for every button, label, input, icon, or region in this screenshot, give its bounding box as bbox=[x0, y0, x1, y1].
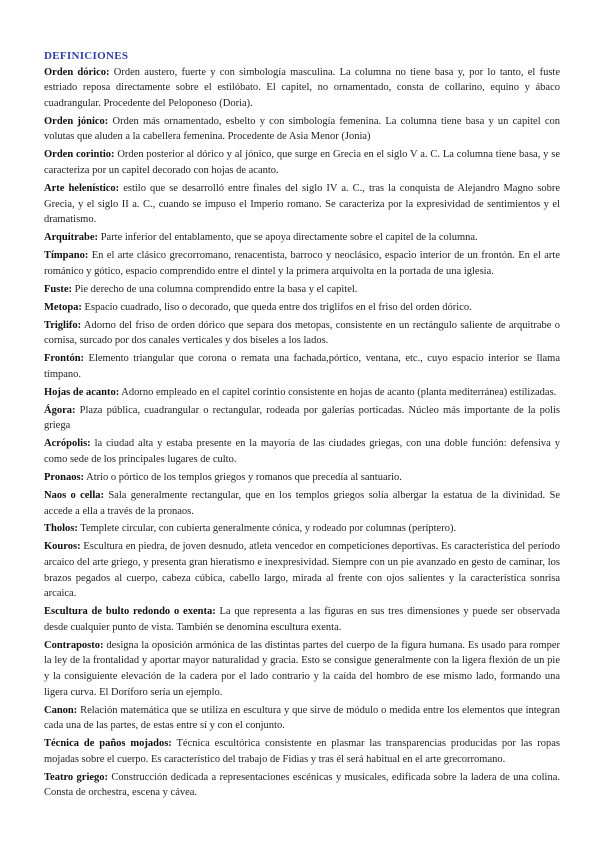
definition-entry bbox=[44, 230, 560, 246]
definition-entry bbox=[44, 770, 560, 801]
definition-term: Tímpano: bbox=[44, 250, 89, 262]
definition-entry bbox=[44, 351, 560, 382]
definition-entry bbox=[44, 318, 560, 349]
definition-text: Relación matemática que se utiliza en escultura y que sirve de módulo o medida entre los elementos que integran cada una de las partes, de estas entre sí y con el conjunto. bbox=[44, 704, 560, 732]
definition-text: Sala generalmente rectangular, que en los templos griegos solía albergar la estatua de la divinidad. Se accede a ella a través de la pronaos. bbox=[44, 489, 560, 517]
definition-entry bbox=[44, 521, 560, 537]
definition-text: Construcción dedicada a representaciones escénicas y musicales, edificada sobre la ladera de una colina. Consta de orchestra, escena y cávea. bbox=[44, 771, 561, 799]
definition-entry bbox=[44, 385, 560, 401]
definition-entry bbox=[44, 470, 560, 486]
definition-term: Arte helenístico: bbox=[44, 182, 120, 194]
definition-text: estilo que se desarrolló entre finales del siglo IV a. C., tras la conquista de Alejandro Magno sobre Grecia, y el siglo II a. C., cuando se impuso el Imperio romano. Se caracteriza por la expresividad de sentimientos y el dramatismo. bbox=[44, 182, 560, 226]
definition-term: Orden dórico: bbox=[44, 66, 110, 78]
definition-text: Parte inferior del entablamento, que se apoya directamente sobre el capitel de la columna. bbox=[98, 232, 478, 244]
definition-text: Escultura en piedra, de joven desnudo, atleta vencedor en competiciones deportivas. Es característica del período arcaico del arte griego, y presenta gran hieratismo e inexpresividad. Siempre con un pie avanzado en gesto de caminar, los brazos pegados al cuerpo, cabeza cúbica, cabello largo, mirada al frente con ojos salientes y la característica sonrisa arcaica. bbox=[44, 541, 560, 600]
definition-text: Orden más ornamentado, esbelto y con simbología femenina. La columna tiene basa y un capitel con volutas que aluden a la cabellera femenina. Procedente de Asia Menor (Jonia) bbox=[44, 115, 561, 143]
definition-entry bbox=[44, 403, 560, 434]
definition-term: Fuste: bbox=[44, 283, 72, 295]
definition-term: Orden corintio: bbox=[44, 149, 115, 161]
definition-list bbox=[44, 65, 560, 801]
definition-term: Acrópolis: bbox=[44, 438, 91, 450]
definition-text: Orden posterior al dórico y al jónico, que surge en Grecia en el siglo V a. C. La columna tiene basa, y se caracteriza por un capitel decorado con hojas de acanto. bbox=[44, 149, 560, 176]
definition-text: Atrio o pórtico de los templos griegos y romanos que precedía al santuario. bbox=[84, 471, 402, 483]
definition-text: Plaza pública, cuadrangular o rectangular, rodeada por galerías porticadas. Núcleo más importante de la polis griega bbox=[44, 404, 560, 432]
definition-entry bbox=[44, 65, 560, 112]
definition-term: Teatro griego: bbox=[44, 771, 109, 783]
definition-term: Técnica de paños mojados: bbox=[44, 738, 172, 750]
definition-text: Orden austero, fuerte y con simbología masculina. La columna no tiene basa y, por lo tanto, el fuste estriado reposa directamente sobre el estilóbato. El capitel, no ornamentado, consta de collarino, equino y ábaco cuadrangular. Procedente del Peloponeso (Doria). bbox=[44, 66, 560, 109]
definition-entry bbox=[44, 114, 560, 145]
definition-text: Pie derecho de una columna comprendido entre la basa y el capitel. bbox=[72, 283, 358, 295]
definition-term: Escultura de bulto redondo o exenta: bbox=[44, 606, 216, 618]
definition-text: la ciudad alta y estaba presente en la mayoría de las ciudades griegas, con una doble función: defensiva y como sede de los principales lugares de culto. bbox=[44, 438, 560, 465]
definition-term: Tholos: bbox=[44, 523, 78, 535]
definition-text: Adorno empleado en el capitel corintio consistente en hojas de acanto (planta mediterránea) estilizadas. bbox=[119, 386, 557, 398]
definition-entry bbox=[44, 703, 560, 734]
definition-term: Orden jónico: bbox=[44, 115, 109, 127]
definition-entry bbox=[44, 539, 560, 601]
definition-entry bbox=[44, 638, 560, 700]
definition-entry bbox=[44, 436, 560, 467]
definition-term: Contraposto: bbox=[44, 639, 104, 651]
definition-entry bbox=[44, 300, 560, 316]
document-page bbox=[44, 49, 560, 803]
definition-term: Kouros: bbox=[44, 541, 81, 553]
definition-entry bbox=[44, 604, 560, 635]
definition-entry bbox=[44, 488, 560, 519]
definition-text: Espacio cuadrado, liso o decorado, que queda entre dos triglifos en el friso del orden dórico. bbox=[81, 301, 472, 313]
definition-text: La que representa a las figuras en sus tres dimensiones y puede ser observada desde cualquier punto de vista. También se denomina escultura exenta. bbox=[44, 606, 560, 633]
definition-term: Naos o cella: bbox=[44, 489, 104, 501]
definition-entry bbox=[44, 282, 560, 298]
definition-entry bbox=[44, 181, 560, 228]
definition-text: Templete circular, con cubierta generalmente cónica, y rodeado por columnas (períptero). bbox=[77, 523, 457, 535]
definition-text: designa la oposición armónica de las distintas partes del cuerpo de la figura humana. Es usado para romper la ley de la frontalidad y aportar mayor naturalidad y gracia. Esto se consigue generalmente con la ligera flexión de un pie y la consiguiente elevación de la cadera por el lado contrario y la caída del hombro de ese mismo lado, formando una ligera curva. El Doríforo sería un ejemplo. bbox=[44, 639, 560, 698]
definition-text: Elemento triangular que corona o remata una fachada,pórtico, ventana, etc., cuyo espacio interior se llama tímpano. bbox=[44, 353, 560, 380]
definition-entry bbox=[44, 147, 560, 178]
page-title: DEFINICIONES bbox=[44, 50, 129, 62]
definition-entry bbox=[44, 736, 560, 767]
definition-term: Hojas de acanto: bbox=[44, 386, 120, 398]
definition-term: Frontón: bbox=[44, 353, 85, 365]
definition-text: Adorno del friso de orden dórico que separa dos metopas, consistente en un rectángulo saliente de arquitrabe o cornisa, surcado por dos canales verticales y dos biseles a los lados. bbox=[44, 319, 560, 347]
definition-term: Metopa: bbox=[44, 301, 82, 313]
definition-entry bbox=[44, 248, 560, 279]
definition-term: Pronaos: bbox=[44, 471, 85, 483]
definition-term: Triglifo: bbox=[44, 319, 82, 331]
definition-term: Ágora: bbox=[44, 404, 76, 416]
definition-term: Canon: bbox=[44, 704, 78, 716]
definition-term: Arquitrabe: bbox=[44, 232, 99, 244]
definition-text: En el arte clásico grecorromano, renacentista, barroco y neoclásico, espacio interior de un frontón. En el arte románico y gótico, espacio comprendido entre el dintel y la primera arquivolta en la portada de una iglesia. bbox=[44, 250, 560, 277]
definition-text: Técnica escultórica consistente en plasmar las transparencias producidas por las ropas mojadas sobre el cuerpo. Es característico del trabajo de Fidias y tras él será habitual en el arte grecorromano. bbox=[44, 738, 560, 765]
